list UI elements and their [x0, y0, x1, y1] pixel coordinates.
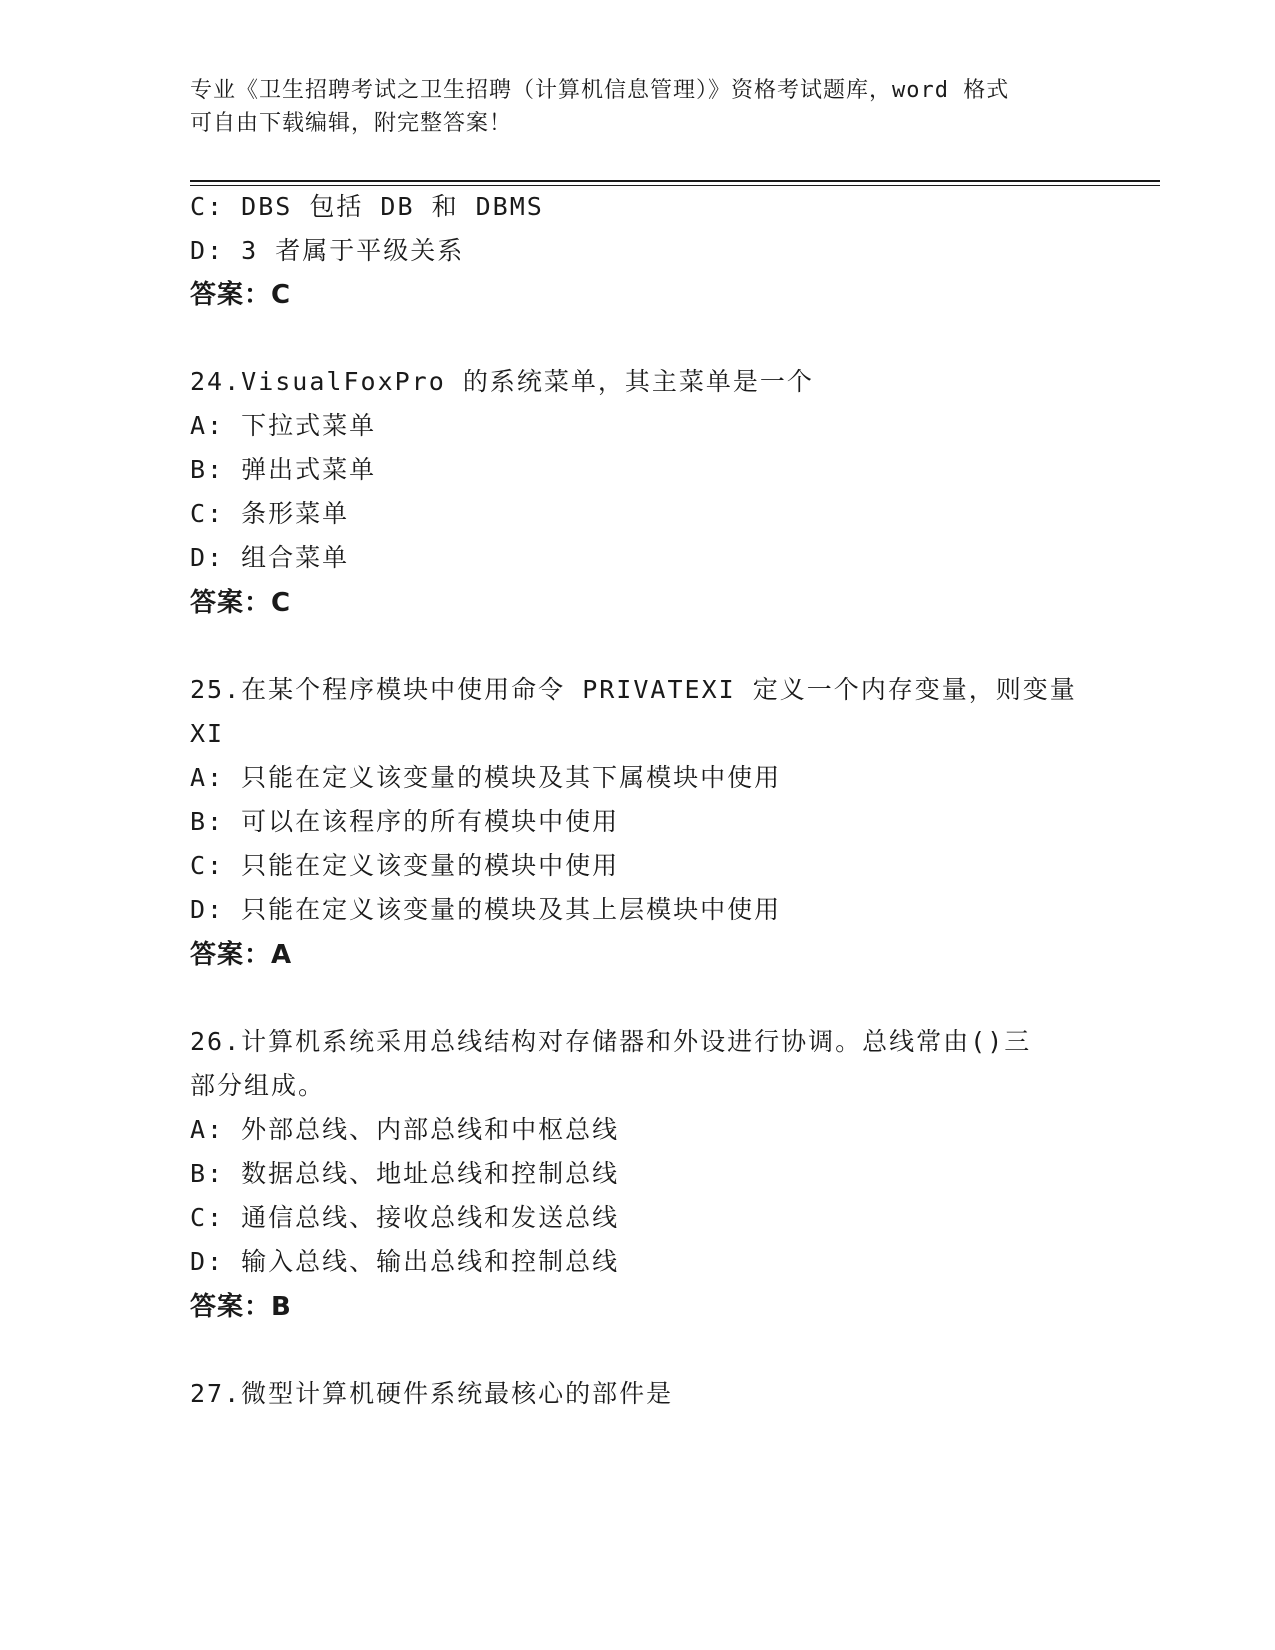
- question-25-option-d: D: 只能在定义该变量的模块及其上层模块中使用: [190, 895, 782, 924]
- question-26-answer: 答案：B: [190, 1292, 292, 1322]
- question-24-option-d: D: 组合菜单: [190, 543, 350, 572]
- question-26-option-d: D: 输入总线、输出总线和控制总线: [190, 1247, 620, 1276]
- header-title-line-1: 专业《卫生招聘考试之卫生招聘（计算机信息管理）》资格考试题库，word 格式: [190, 78, 1010, 103]
- answer: 答案：C: [190, 280, 292, 310]
- header-divider-thick: [190, 180, 1160, 182]
- document-header: [190, 74, 1090, 140]
- header-title-line-2: 可自由下载编辑，附完整答案！: [190, 111, 513, 136]
- option-c: C: DBS 包括 DB 和 DBMS: [190, 192, 544, 221]
- question-25-option-a: A: 只能在定义该变量的模块及其下属模块中使用: [190, 763, 782, 792]
- question-24-option-a: A: 下拉式菜单: [190, 411, 377, 440]
- option-d: D: 3 者属于平级关系: [190, 236, 465, 265]
- question-24-option-b: B: 弹出式菜单: [190, 455, 377, 484]
- question-24-option-c: C: 条形菜单: [190, 499, 350, 528]
- question-26-stem: 26.计算机系统采用总线结构对存储器和外设进行协调。总线常由()三: [190, 1027, 1032, 1056]
- question-24-stem: 24.VisualFoxPro 的系统菜单，其主菜单是一个: [190, 367, 814, 396]
- question-25-option-b: B: 可以在该程序的所有模块中使用: [190, 807, 620, 836]
- question-25-stem-continued: XI: [190, 719, 225, 748]
- question-25-answer: 答案：A: [190, 940, 293, 970]
- question-25-option-c: C: 只能在定义该变量的模块中使用: [190, 851, 620, 880]
- question-24-answer: 答案：C: [190, 588, 292, 618]
- question-26-option-a: A: 外部总线、内部总线和中枢总线: [190, 1115, 620, 1144]
- question-25-stem: 25.在某个程序模块中使用命令 PRIVATEXI 定义一个内存变量，则变量: [190, 675, 1077, 704]
- question-27-stem: 27.微型计算机硬件系统最核心的部件是: [190, 1379, 674, 1408]
- question-26-option-c: C: 通信总线、接收总线和发送总线: [190, 1203, 620, 1232]
- question-26-option-b: B: 数据总线、地址总线和控制总线: [190, 1159, 620, 1188]
- header-divider-thin: [190, 185, 1160, 186]
- question-26-stem-continued: 部分组成。: [190, 1071, 326, 1100]
